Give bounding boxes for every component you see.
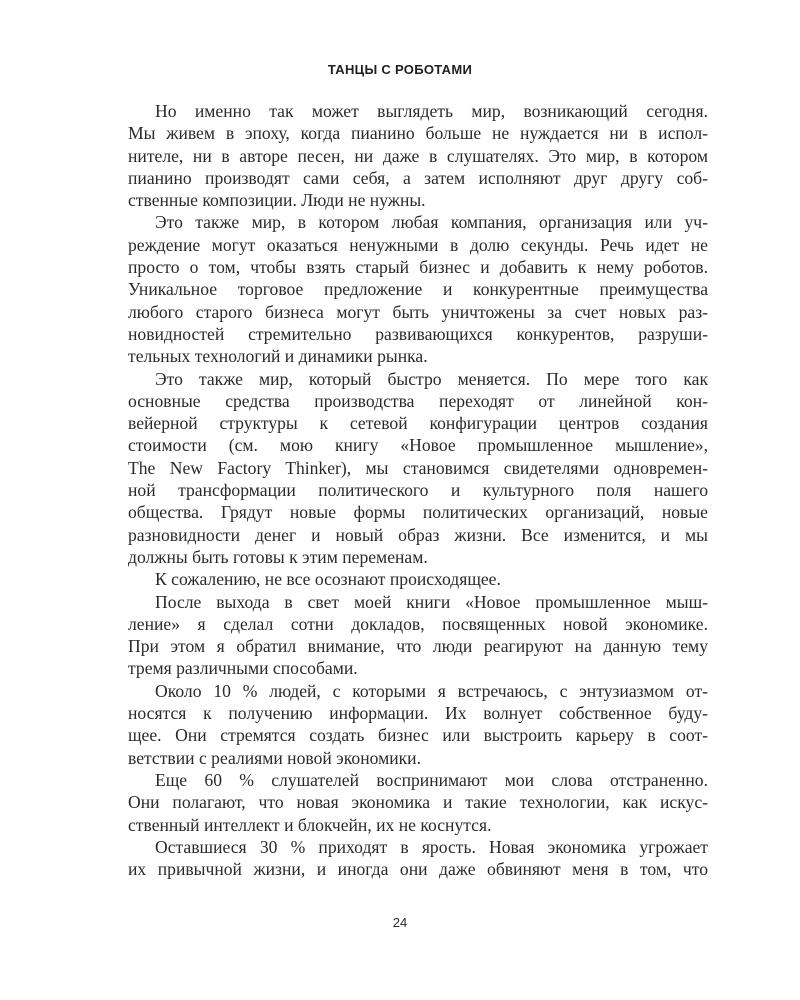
body-text	[128, 100, 708, 880]
text-line: Мы живем в эпоху, когда пианино больше не нуждается ни в испол-	[128, 123, 708, 144]
text-line: их привычной жизни, и иногда они даже обвиняют меня в том, что	[128, 859, 708, 880]
text-line: К сожалению, не все осознают происходящее.	[155, 569, 501, 590]
text-line: ветствии с реалиями новой экономики.	[128, 747, 421, 768]
text-line: Это также мир, который быстро меняется. По мере того как	[155, 368, 708, 389]
text-line: тремя различными способами.	[128, 658, 358, 679]
text-line: ственные композиции. Люди не нужны.	[128, 190, 426, 211]
text-line: При этом я обратил внимание, что люди реагируют на данную тему	[128, 636, 708, 657]
text-line: Уникальное торговое предложение и конкурентные преимущества	[128, 279, 708, 300]
text-line: После выхода в свет моей книги «Новое промышленное мыш-	[155, 591, 708, 612]
text-line: пианино производят сами себя, а затем исполняют друг другу соб-	[128, 167, 708, 188]
text-line: стоимости (см. мою книгу «Новое промышленное мышление»,	[128, 435, 708, 456]
text-line: разновидности денег и новый образ жизни. Все изменится, и мы	[128, 524, 708, 545]
text-line: Это также мир, в котором любая компания, организация или уч-	[155, 212, 708, 233]
text-line: Но именно так может выглядеть мир, возникающий сегодня.	[155, 101, 708, 121]
text-line: основные средства производства переходят от линейной кон-	[128, 390, 708, 411]
text-line: должны быть готовы к этим переменам.	[128, 546, 428, 567]
text-line: ной трансформации политического и культурного поля нашего	[128, 480, 708, 501]
running-head-title: ТАНЦЫ С РОБОТАМИ	[327, 62, 473, 77]
text-line: ление» я сделал сотни докладов, посвященных новой экономике.	[128, 613, 708, 634]
text-line: Около 10 % людей, с которыми я встречаюсь, с энтузиазмом от-	[155, 680, 708, 701]
text-line: носятся к получению информации. Их волнует собственное буду-	[128, 703, 708, 724]
text-line: вейерной структуры к сетевой конфигурации центров создания	[128, 413, 708, 434]
text-line: Еще 60 % слушателей воспринимают мои слова отстраненно.	[155, 769, 708, 790]
text-line: тельных технологий и динамики рынка.	[128, 346, 428, 367]
text-line: общества. Грядут новые формы политических организаций, новые	[128, 502, 708, 523]
text-line: реждение могут оказаться ненужными в долю секунды. Речь идет не	[128, 234, 708, 255]
text-line: любого старого бизнеса могут быть уничтожены за счет новых раз-	[128, 301, 708, 322]
text-line: ственный интеллект и блокчейн, их не коснутся.	[128, 814, 492, 835]
text-line: нителе, ни в авторе песен, ни даже в слушателях. Это мир, в котором	[128, 145, 708, 166]
text-line: новидностей стремительно развивающихся конкурентов, разруши-	[128, 323, 708, 344]
page-number: 24	[392, 915, 408, 930]
text-line: Они полагают, что новая экономика и такие технологии, как искус-	[128, 792, 708, 813]
text-line: щее. Они стремятся создать бизнес или выстроить карьеру в соот-	[128, 725, 708, 746]
text-line: The New Factory Thinker), мы становимся свидетелями одновремен-	[128, 457, 708, 478]
text-line: Оставшиеся 30 % приходят в ярость. Новая экономика угрожает	[155, 836, 708, 857]
text-line: просто о том, чтобы взять старый бизнес и добавить к нему роботов.	[128, 257, 708, 278]
